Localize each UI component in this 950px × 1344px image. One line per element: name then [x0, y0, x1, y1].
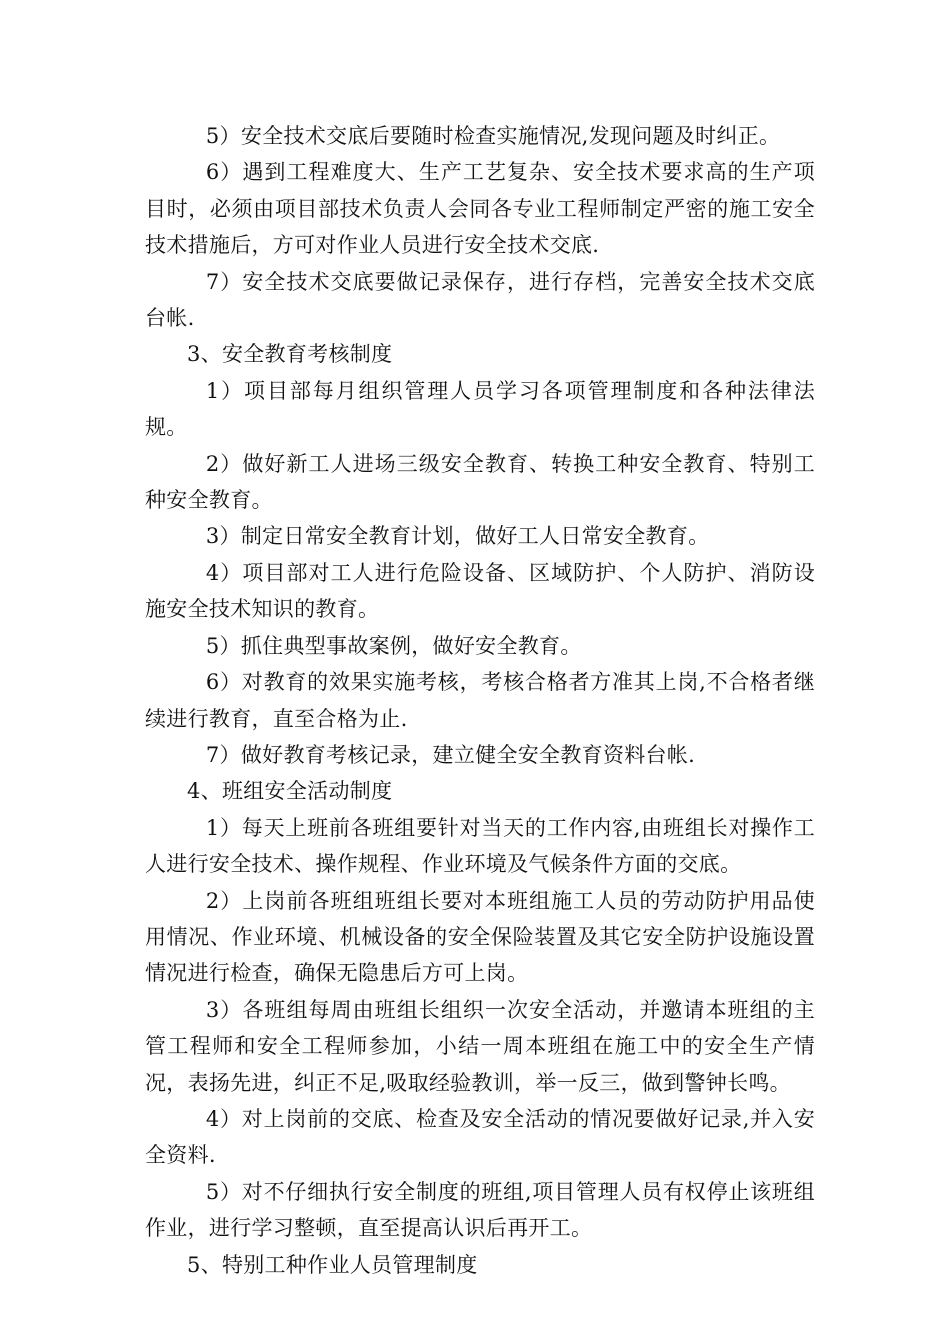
list-item: 2）上岗前各班组班组长要对本班组施工人员的劳动防护用品使用情况、作业环境、机械设备的安全保险装置及其它安全防护设施设置情况进行检查，确保无隐患后方可上岗。: [145, 888, 815, 986]
list-item: 3）制定日常安全教育计划，做好工人日常安全教育。: [205, 524, 710, 549]
list-item: 2）做好新工人进场三级安全教育、转换工种安全教育、特别工种安全教育。: [145, 451, 815, 513]
list-item: 5）对不仔细执行安全制度的班组,项目管理人员有权停止该班组作业，进行学习整顿，直至提高认识后再开工。: [145, 1179, 815, 1241]
list-item: 1）每天上班前各班组要针对当天的工作内容,由班组长对操作工人进行安全技术、操作规程、作业环境及气候条件方面的交底。: [145, 815, 815, 877]
list-item: 3）各班组每周由班组长组织一次安全活动，并邀请本班组的主管工程师和安全工程师参加，小结一周本班组在施工中的安全生产情况，表扬先进，纠正不足,吸取经验教训，举一反三，做到警钟长鸣。: [145, 997, 815, 1095]
section-heading: 5、特别工种作业人员管理制度: [187, 1252, 478, 1277]
list-item: 5）抓住典型事故案例，做好安全教育。: [205, 633, 582, 658]
section-heading: 3、安全教育考核制度: [187, 342, 393, 367]
list-item: 4）对上岗前的交底、检查及安全活动的情况要做好记录,并入安全资料.: [145, 1106, 815, 1168]
section-heading: 4、班组安全活动制度: [187, 779, 393, 804]
document-body: [145, 118, 815, 1283]
list-item: 7）做好教育考核记录，建立健全安全教育资料台帐.: [205, 742, 696, 767]
list-item: 1）项目部每月组织管理人员学习各项管理制度和各种法律法规。: [145, 378, 815, 440]
list-item: 6）遇到工程难度大、生产工艺复杂、安全技术要求高的生产项目时，必须由项目部技术负责人会同各专业工程师制定严密的施工安全技术措施后，方可对作业人员进行安全技术交底.: [145, 160, 815, 258]
list-item: 4）项目部对工人进行危险设备、区域防护、个人防护、消防设施安全技术知识的教育。: [145, 560, 815, 622]
list-item: 6）对教育的效果实施考核，考核合格者方准其上岗,不合格者继续进行教育，直至合格为止.: [145, 670, 815, 731]
list-item: 7）安全技术交底要做记录保存，进行存档，完善安全技术交底台帐.: [145, 269, 815, 331]
list-item: 5）安全技术交底后要随时检查实施情况,发现问题及时纠正。: [205, 124, 781, 148]
